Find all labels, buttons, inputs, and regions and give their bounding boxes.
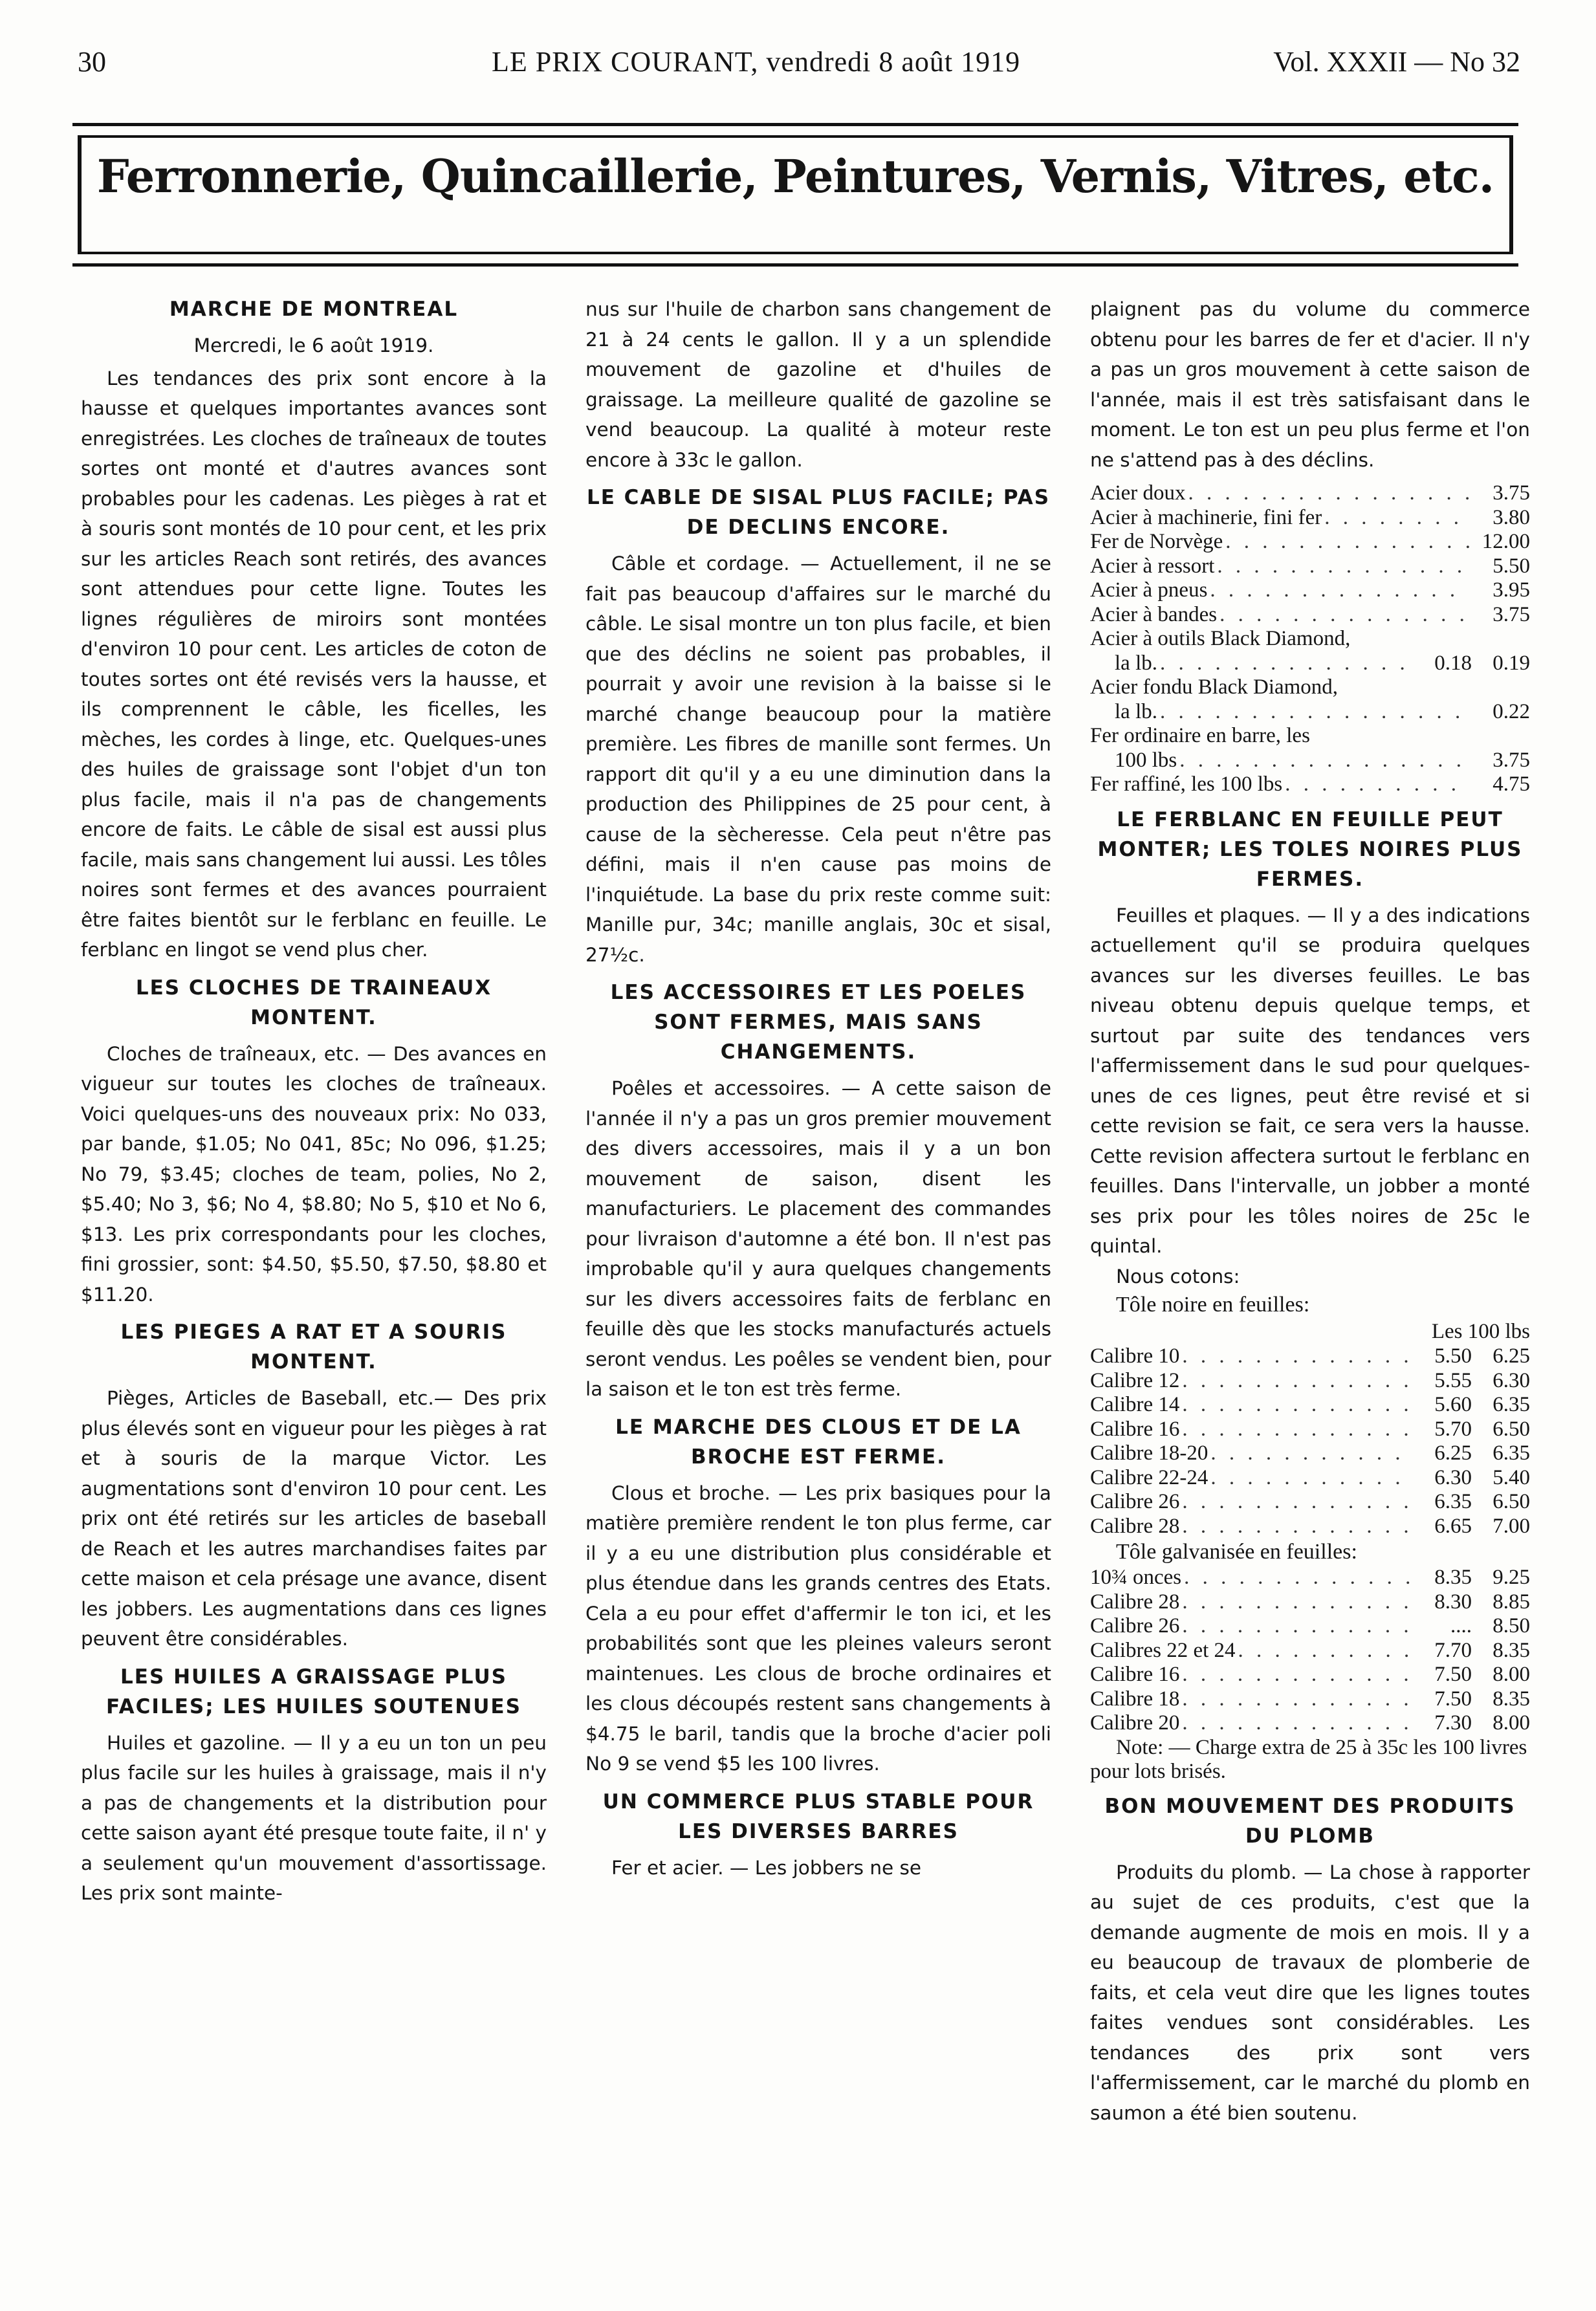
price-row-label: Acier à outils Black Diamond, <box>1090 627 1351 650</box>
paragraph-fer-acier: Fer et acier. — Les jobbers ne se <box>611 1856 922 1879</box>
paragraph-accessoires: Poêles et accessoires. — A cette saison de l'année il n'y a pas un gros premier mouvement des divers accessoires, mais il y a un bon mouvement de saison, disent les manufacturiers. Le placement des commandes pour livraison d'automne a été bon. Il n'est pas improbable qu'il y aura quelques changements sur les divers accessoires faits de ferblanc en feuille dès que les stocks manufacturés actuels seront vendus. Les poêles se vendent bien, pour la saison et le ton est très ferme. <box>585 1077 1051 1400</box>
page-number: 30 <box>78 46 106 78</box>
steel-price-list <box>1090 481 1530 797</box>
column-3 <box>1090 294 1530 2128</box>
price-row: Calibre 22-24 . . . 6.30 5.40 <box>1090 1466 1530 1491</box>
price-row: Calibre 14 . . . 5.60 6.35 <box>1090 1393 1530 1418</box>
heading-plomb: BON MOUVEMENT DES PRODUITS DU PLOMB <box>1104 1794 1516 1848</box>
page-header <box>78 45 1520 84</box>
price-row: Calibre 28 . . . 6.65 7.00 <box>1090 1515 1530 1539</box>
price-row: Calibre 26 . . . 6.35 6.50 <box>1090 1490 1530 1515</box>
price-row: Calibre 16 . . . 5.70 6.50 <box>1090 1418 1530 1442</box>
price-row: Fer de Norvège . . . 12.00 <box>1090 530 1530 554</box>
price-row: Calibre 18 . . . 7.50 8.35 <box>1090 1687 1530 1712</box>
heading-pieges: LES PIEGES A RAT ET A SOURIS MONTENT. <box>120 1320 507 1374</box>
heading-marche-montreal: MARCHE DE MONTREAL <box>169 298 459 321</box>
price-row: Acier à ressort . . . 5.50 <box>1090 554 1530 579</box>
heading-ferblanc: LE FERBLANC EN FEUILLE PEUT MONTER; LES TOLES NOIRES PLUS FERMES. <box>1097 807 1523 891</box>
price-row: Calibre 16 . . . 7.50 8.00 <box>1090 1663 1530 1687</box>
price-row: 100 lbs . . . 3.75 <box>1090 749 1530 773</box>
price-row-label: Acier fondu Black Diamond, <box>1090 675 1339 699</box>
tole-noire-price-list <box>1090 1344 1530 1539</box>
column-2 <box>585 294 1051 1883</box>
price-row: Fer raffiné, les 100 lbs . . . 4.75 <box>1090 772 1530 797</box>
publication-line: LE PRIX COURANT, vendredi 8 août 1919 <box>492 46 1021 78</box>
column-1 <box>81 294 547 1909</box>
label-tole-galvanisee: Tôle galvanisée en feuilles: <box>1116 1540 1357 1564</box>
price-row: Calibre 10 . . . 5.50 6.25 <box>1090 1344 1530 1369</box>
price-row: Acier doux . . . 3.75 <box>1090 481 1530 506</box>
section-title: Ferronnerie, Quincaillerie, Peintures, Vernis, Vitres, etc. <box>96 149 1494 203</box>
price-row: Acier à bandes . . . 3.75 <box>1090 603 1530 628</box>
price-row: Calibres 22 et 24 . . . 7.70 8.35 <box>1090 1639 1530 1663</box>
report-date: Mercredi, le 6 août 1919. <box>193 334 434 356</box>
paragraph-cable: Câble et cordage. — Actuellement, il ne se fait pas beaucoup d'affaires sur le marché du câble. Le sisal montre un ton plus facile, et bien que des déclins ne soient pas probables, il pourrait y avoir une revision à la baisse si le marché change beaucoup pour la matière première. Les fibres de manille sont fermes. Un rapport dit qu'il y a eu une diminution dans la production des Philippines de 25 pour cent, à cause de la sècheresse. Cela peut n'être pas défini, mais il n'en cause pas moins de l'inquiétude. La base du prix reste comme suit: Manille pur, 34c; manille anglais, 30c et sisal, 27½c. <box>585 553 1051 966</box>
paragraph-feuilles: Feuilles et plaques. — Il y a des indications actuellement qu'il se produira quelques avances sur les diverses feuilles. Le bas niveau obtenu depuis quelque temps, et surtout par suite des tendances vers l'affermissement dans le sud pour quelques-unes de ces lignes, peut être revisé et si cette revision se fait, ce sera vers la hausse. Cette revision affectera surtout le ferblanc en feuilles. Dans l'intervalle, un jobber a monté ses prix pour les tôles noires de 25c le quintal. <box>1090 904 1530 1257</box>
label-les-100-lbs: Les 100 lbs <box>1431 1320 1530 1343</box>
label-nous-cotons: Nous cotons: <box>1116 1265 1240 1287</box>
paragraph-intro: Les tendances des prix sont encore à la hausse et quelques importantes avances sont enregistrées. Les cloches de traîneaux de toutes sortes ont monté et d'autres avances sont probables pour les cadenas. Les pièges à rat et à souris sont montés de 10 pour cent, et les prix sur les articles Reach sont retirés, des avances sont attendues pour cette ligne. Toutes les lignes régulières de miroirs sont montées d'environ 10 pour cent. Les articles de coton de toutes sortes ont été revisés vers la hausse, et ils comprennent le câble, les ficelles, les mèches, les cordes à linge, etc. Quelques-unes des huiles de graissage sont l'objet d'un ton plus facile, mais il n'a pas de changements encore de faits. Le câble de sisal est aussi plus facile, mais sans changement lui aussi. Les tôles noires sont fermes et des avances pourraient être faites bientôt sur le ferblanc en feuille. Le ferblanc en lingot se vend plus cher. <box>81 367 547 961</box>
price-row: Calibre 28 . . . 8.30 8.85 <box>1090 1590 1530 1615</box>
heading-accessoires: LES ACCESSOIRES ET LES POELES SONT FERMES, MAIS SANS CHANGEMENTS. <box>610 981 1027 1064</box>
price-note: Note: — Charge extra de 25 à 35c les 100 livres pour lots brisés. <box>1090 1735 1527 1783</box>
price-row-label: Fer ordinaire en barre, les <box>1090 724 1310 747</box>
tole-galvanisee-price-list <box>1090 1566 1530 1736</box>
paragraph-cloches: Cloches de traîneaux, etc. — Des avances en vigueur sur toutes les cloches de traîneaux. Voici quelques-uns des nouveaux prix: No 033, par bande, $1.05; No 041, 85c; No 096, $1.25; No 79, $3.45; cloches de team, polies, No 2, $5.40; No 3, $6; No 4, $8.80; No 5, $10 et No 6, $13. Les prix correspondants pour les cloches, fini grossier, sont: $4.50, $5.50, $7.50, $8.80 et $11.20. <box>81 1042 547 1306</box>
price-row: 10¾ onces . . . 8.35 9.25 <box>1090 1566 1530 1590</box>
heading-commerce-barres: UN COMMERCE PLUS STABLE POUR LES DIVERSES BARRES <box>602 1790 1034 1843</box>
price-row: Calibre 20 . . . 7.30 8.00 <box>1090 1711 1530 1736</box>
price-row: la lb. . . . 0.22 <box>1090 700 1530 725</box>
volume-number: Vol. XXXII — No 32 <box>1273 46 1520 78</box>
heading-huiles: LES HUILES A GRAISSAGE PLUS FACILES; LES HUILES SOUTENUES <box>106 1665 521 1718</box>
price-row: Acier à machinerie, fini fer . . . 3.80 <box>1090 506 1530 531</box>
heading-cloches: LES CLOCHES DE TRAINEAUX MONTENT. <box>135 976 492 1029</box>
paragraph-pieges: Pièges, Articles de Baseball, etc.— Des prix plus élevés sont en vigueur pour les pièges à rat et à souris de la marque Victor. Les augmentations sont d'environ 10 pour cent. Les prix ont été retirés sur les articles de baseball de Reach et les autres marchandises faites par cette maison et cela présage une avance, disent les jobbers. Les augmentations dans ces lignes peuvent être considérables. <box>81 1387 547 1650</box>
section-banner <box>72 123 1518 267</box>
paragraph-barres-cont: plaignent pas du volume du commerce obtenu pour les barres de fer et d'acier. Il n'y a pas un gros mouvement à cette saison de l'année, mais il est très satisfaisant dans le moment. Le ton est un peu plus ferme et l'on ne s'attend pas à des déclins. <box>1090 298 1530 471</box>
price-row: Calibre 18-20 . . . 6.25 6.35 <box>1090 1441 1530 1466</box>
price-row: la lb. . . . 0.18 0.19 <box>1090 652 1530 676</box>
paragraph-clous: Clous et broche. — Les prix basiques pour la matière première rendent le ton plus ferme, car il y a eu une distribution plus considérable et plus étendue dans les grands centres des Etats. Cela a eu pour effet d'affermir le ton ici, et les probabilités sont que les pleines valeurs seront maintenues. Les clous de broche ordinaires et les clous découpés restent sans changements à $4.75 le baril, tandis que la broche d'acier poli No 9 se vend $5 les 100 livres. <box>585 1482 1051 1775</box>
paragraph-huiles: Huiles et gazoline. — Il y a eu un ton un peu plus facile sur les huiles à graissage, mais il n'y a pas de changements et la distribution pour cette saison ayant été presque toute faite, il n' y a seulement qu'un mouvement d'assortissage. Les prix sont mainte- <box>81 1731 547 1904</box>
paragraph-plomb: Produits du plomb. — La chose à rapporter au sujet de ces produits, c'est que la demande augmente de mois en mois. Il y a eu beaucoup de travaux de plomberie de faits, et cela veut dire que les lignes toutes faites vendues sont considérables. Les tendances des prix sont vers l'affermissement, car le marché du plomb en saumon a été bien soutenu. <box>1090 1861 1530 2124</box>
price-row: Calibre 12 . . . 5.55 6.30 <box>1090 1369 1530 1394</box>
heading-cable: LE CABLE DE SISAL PLUS FACILE; PAS DE DECLINS ENCORE. <box>586 486 1051 539</box>
price-row: Calibre 26 . . . .... 8.50 <box>1090 1614 1530 1639</box>
price-row: Acier à pneus . . . 3.95 <box>1090 578 1530 603</box>
paragraph-huiles-cont: nus sur l'huile de charbon sans changement de 21 à 24 cents le gallon. Il y a un splendide mouvement de gazoline et d'huiles de graissage. La meilleure qualité de gazoline se vend beaucoup. La qualité à moteur reste encore à 33c le gallon. <box>585 298 1051 471</box>
label-tole-noire: Tôle noire en feuilles: <box>1116 1293 1310 1317</box>
heading-clous: LE MARCHE DES CLOUS ET DE LA BROCHE EST FERME. <box>615 1415 1022 1469</box>
